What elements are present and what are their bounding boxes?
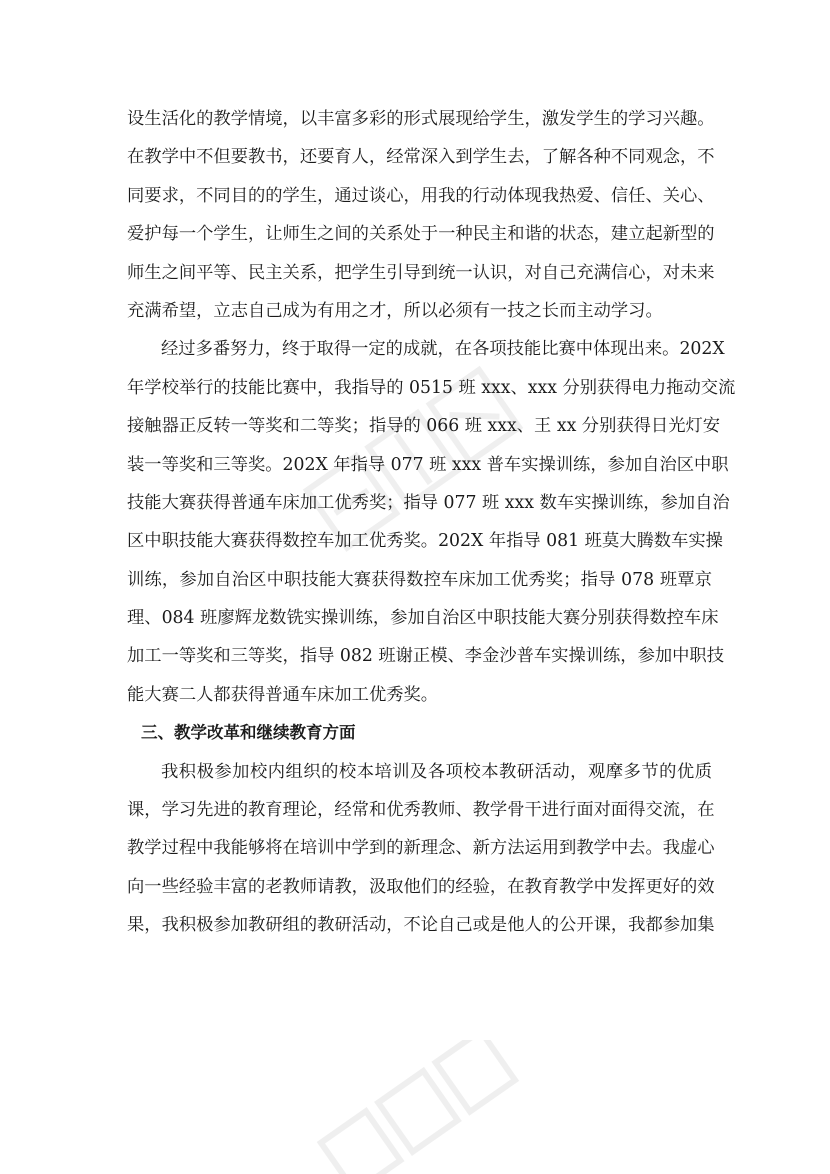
text-line: 教学过程中我能够将在培训中学到的新理念、新方法运用到教学中去。我虚心 — [127, 838, 715, 859]
watermark-seal-bottom — [300, 1040, 540, 1174]
section-heading: 三、教学改革和继续教育方面 — [141, 723, 356, 743]
text-line: 区中职技能大赛获得数控车加工优秀奖。202X 年指导 081 班莫大腾数车实操 — [127, 531, 723, 552]
text-line: 同要求，不同目的的学生，通过谈心，用我的行动体现我热爱、信任、关心、 — [127, 185, 715, 206]
text-line: 充满希望，立志自己成为有用之才，所以必须有一技之长而主动学习。 — [127, 300, 663, 321]
text-line: 爱护每一个学生，让师生之间的关系处于一种民主和谐的状态，建立起新型的 — [127, 224, 715, 245]
text-line: 我积极参加校内组织的校本培训及各项校本教研活动，观摩多节的优质 — [161, 761, 712, 782]
text-line: 能大赛二人都获得普通车床加工优秀奖。 — [127, 684, 439, 705]
text-line: 技能大赛获得普通车床加工优秀奖；指导 077 班 xxx 数车实操训练，参加自治 — [127, 492, 730, 513]
text-line: 年学校举行的技能比赛中，我指导的 0515 班 xxx、xxx 分别获得电力拖动交流 — [127, 377, 736, 398]
text-line: 果，我积极参加教研组的教研活动，不论自己或是他人的公开课，我都参加集 — [127, 915, 715, 936]
text-line: 在教学中不但要教书，还要育人，经常深入到学生去，了解各种不同观念，不 — [127, 147, 715, 168]
text-line: 加工一等奖和三等奖，指导 082 班谢正模、李金沙普车实操训练，参加中职技 — [127, 646, 724, 667]
text-line: 向一些经验丰富的老教师请教，汲取他们的经验，在教育教学中发挥更好的效 — [127, 876, 715, 897]
text-line: 设生活化的教学情境，以丰富多彩的形式展现给学生，激发学生的学习兴趣。 — [127, 109, 715, 129]
text-line: 理、084 班廖辉龙数铣实操训练，参加自治区中职技能大赛分别获得数控车床 — [127, 608, 719, 629]
text-line: 师生之间平等、民主关系，把学生引导到统一认识，对自己充满信心，对未来 — [127, 262, 715, 283]
text-line: 课，学习先进的教育理论，经常和优秀教师、教学骨干进行面对面得交流，在 — [127, 800, 715, 821]
text-line: 训练，参加自治区中职技能大赛获得数控车床加工优秀奖；指导 078 班覃京 — [127, 569, 712, 590]
text-line: 经过多番努力，终于取得一定的成就，在各项技能比赛中体现出来。202X — [161, 339, 725, 360]
document-body — [127, 100, 736, 945]
text-line: 装一等奖和三等奖。202X 年指导 077 班 xxx 普车实操训练，参加自治区中职 — [127, 454, 729, 475]
text-line: 接触器正反转一等奖和二等奖；指导的 066 班 xxx、王 xx 分别获得日光灯安 — [127, 416, 721, 437]
